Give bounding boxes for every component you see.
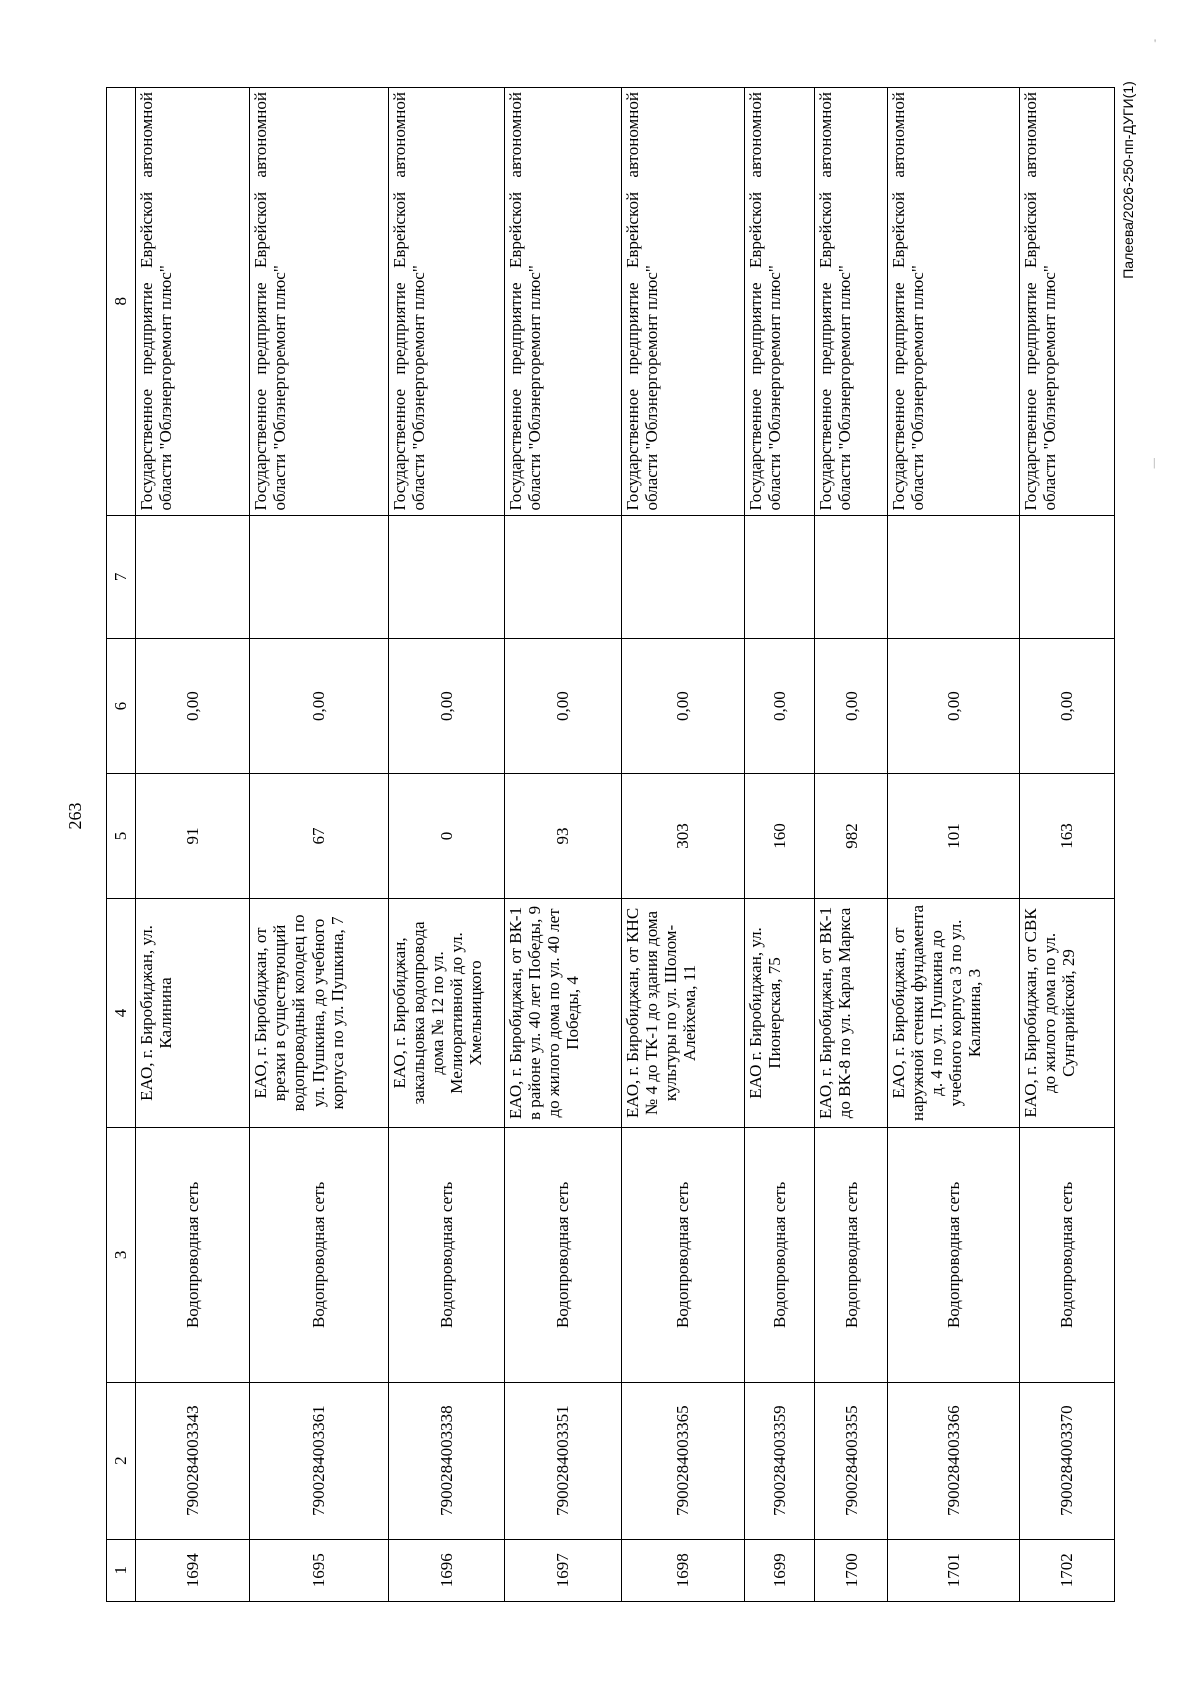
object-address: ЕАО, г. Биробиджан, закальцовка водопровода дома № 12 по ул. Мелиоративной до ул. Хмельницкого — [388, 898, 505, 1127]
row-number: 1694 — [136, 1539, 250, 1601]
column-7-cell — [1019, 515, 1114, 639]
holder-organization: Государственное предприятие Еврейской автономной области "Облэнергоремонт плюс" — [888, 88, 1020, 516]
object-value: 0,00 — [814, 639, 887, 774]
object-address: ЕАО, г. Биробиджан, ул. Калинина — [136, 898, 250, 1127]
cadastral-number: 7900284003338 — [388, 1382, 505, 1539]
document-footer-id: Палеева/2026-250-пп-ДУГИ(1) — [1120, 81, 1136, 279]
object-length: 0 — [388, 773, 505, 898]
object-value: 0,00 — [388, 639, 505, 774]
table-row — [1019, 88, 1114, 1602]
object-address: ЕАО, г. Биробиджан, от ВК-1 до ВК-8 по ул. Карла Маркса — [814, 898, 887, 1127]
column-7-cell — [388, 515, 505, 639]
object-address: ЕАО, г. Биробиджан, от ВК-1 в районе ул. 40 лет Победы, 9 до жилого дома по ул. 40 лет Победы, 4 — [505, 898, 622, 1127]
column-7-cell — [814, 515, 887, 639]
object-value: 0,00 — [1019, 639, 1114, 774]
object-length: 303 — [621, 773, 744, 898]
holder-organization: Государственное предприятие Еврейской автономной области "Облэнергоремонт плюс" — [744, 88, 814, 516]
table-row — [888, 88, 1020, 1602]
object-length: 101 — [888, 773, 1020, 898]
column-header: 2 — [107, 1382, 136, 1539]
table-row — [388, 88, 505, 1602]
object-value: 0,00 — [136, 639, 250, 774]
column-7-cell — [621, 515, 744, 639]
holder-organization: Государственное предприятие Еврейской автономной области "Облэнергоремонт плюс" — [136, 88, 250, 516]
column-header: 7 — [107, 515, 136, 639]
cadastral-number: 7900284003359 — [744, 1382, 814, 1539]
cadastral-number: 7900284003370 — [1019, 1382, 1114, 1539]
table-row — [505, 88, 622, 1602]
holder-organization: Государственное предприятие Еврейской автономной области "Облэнергоремонт плюс" — [1019, 88, 1114, 516]
object-type: Водопроводная сеть — [621, 1127, 744, 1382]
registry-table — [106, 87, 1115, 1602]
row-number: 1701 — [888, 1539, 1020, 1601]
object-length: 93 — [505, 773, 622, 898]
object-type: Водопроводная сеть — [888, 1127, 1020, 1382]
object-length: 91 — [136, 773, 250, 898]
object-value: 0,00 — [250, 639, 388, 774]
header-row — [107, 88, 136, 1602]
column-header: 5 — [107, 773, 136, 898]
object-length: 160 — [744, 773, 814, 898]
row-number: 1698 — [621, 1539, 744, 1601]
object-type: Водопроводная сеть — [136, 1127, 250, 1382]
object-value: 0,00 — [888, 639, 1020, 774]
object-type: Водопроводная сеть — [744, 1127, 814, 1382]
table-row — [250, 88, 388, 1602]
object-address: ЕАО, г. Биробиджан, от СВК до жилого дома по ул. Сунгарийской, 29 — [1019, 898, 1114, 1127]
object-address: ЕАО, г. Биробиджан, от врезки в существующий водопроводный колодец по ул. Пушкина, до учебного корпуса по ул. Пушкина, 7 — [250, 898, 388, 1127]
cadastral-number: 7900284003365 — [621, 1382, 744, 1539]
table-row — [136, 88, 250, 1602]
column-7-cell — [744, 515, 814, 639]
column-7-cell — [505, 515, 622, 639]
table-row — [814, 88, 887, 1602]
object-type: Водопроводная сеть — [505, 1127, 622, 1382]
scan-mark: | — [1153, 455, 1156, 469]
row-number: 1699 — [744, 1539, 814, 1601]
cadastral-number: 7900284003361 — [250, 1382, 388, 1539]
holder-organization: Государственное предприятие Еврейской автономной области "Облэнергоремонт плюс" — [388, 88, 505, 516]
column-7-cell — [136, 515, 250, 639]
object-type: Водопроводная сеть — [814, 1127, 887, 1382]
object-length: 67 — [250, 773, 388, 898]
cadastral-number: 7900284003343 — [136, 1382, 250, 1539]
column-7-cell — [250, 515, 388, 639]
object-address: ЕАО, г. Биробиджан, от наружной стенки фундамента д. 4 по ул. Пушкина до учебного корпуса 3 по ул. Калинина, 3 — [888, 898, 1020, 1127]
column-header: 8 — [107, 88, 136, 516]
column-header: 3 — [107, 1127, 136, 1382]
table-row — [621, 88, 744, 1602]
row-number: 1697 — [505, 1539, 622, 1601]
holder-organization: Государственное предприятие Еврейской автономной области "Облэнергоремонт плюс" — [814, 88, 887, 516]
row-number: 1702 — [1019, 1539, 1114, 1601]
object-length: 982 — [814, 773, 887, 898]
holder-organization: Государственное предприятие Еврейской автономной области "Облэнергоремонт плюс" — [250, 88, 388, 516]
column-7-cell — [888, 515, 1020, 639]
object-value: 0,00 — [621, 639, 744, 774]
registry-table-container — [106, 87, 1115, 1602]
row-number: 1700 — [814, 1539, 887, 1601]
object-value: 0,00 — [505, 639, 622, 774]
holder-organization: Государственное предприятие Еврейской автономной области "Облэнергоремонт плюс" — [505, 88, 622, 516]
object-type: Водопроводная сеть — [388, 1127, 505, 1382]
column-header: 1 — [107, 1539, 136, 1601]
cadastral-number: 7900284003366 — [888, 1382, 1020, 1539]
object-address: ЕАО, г. Биробиджан, от КНС № 4 до ТК-1 до здания дома культуры по ул. Шолом-Алейхема, 11 — [621, 898, 744, 1127]
scan-mark: ' — [1154, 36, 1157, 50]
object-type: Водопроводная сеть — [250, 1127, 388, 1382]
page-number: 263 — [65, 802, 85, 830]
row-number: 1696 — [388, 1539, 505, 1601]
object-type: Водопроводная сеть — [1019, 1127, 1114, 1382]
cadastral-number: 7900284003355 — [814, 1382, 887, 1539]
column-header: 6 — [107, 639, 136, 774]
object-length: 163 — [1019, 773, 1114, 898]
table-row — [744, 88, 814, 1602]
row-number: 1695 — [250, 1539, 388, 1601]
object-address: ЕАО г. Биробиджан, ул. Пионерская, 75 — [744, 898, 814, 1127]
column-header: 4 — [107, 898, 136, 1127]
object-value: 0,00 — [744, 639, 814, 774]
holder-organization: Государственное предприятие Еврейской автономной области "Облэнергоремонт плюс" — [621, 88, 744, 516]
cadastral-number: 7900284003351 — [505, 1382, 622, 1539]
